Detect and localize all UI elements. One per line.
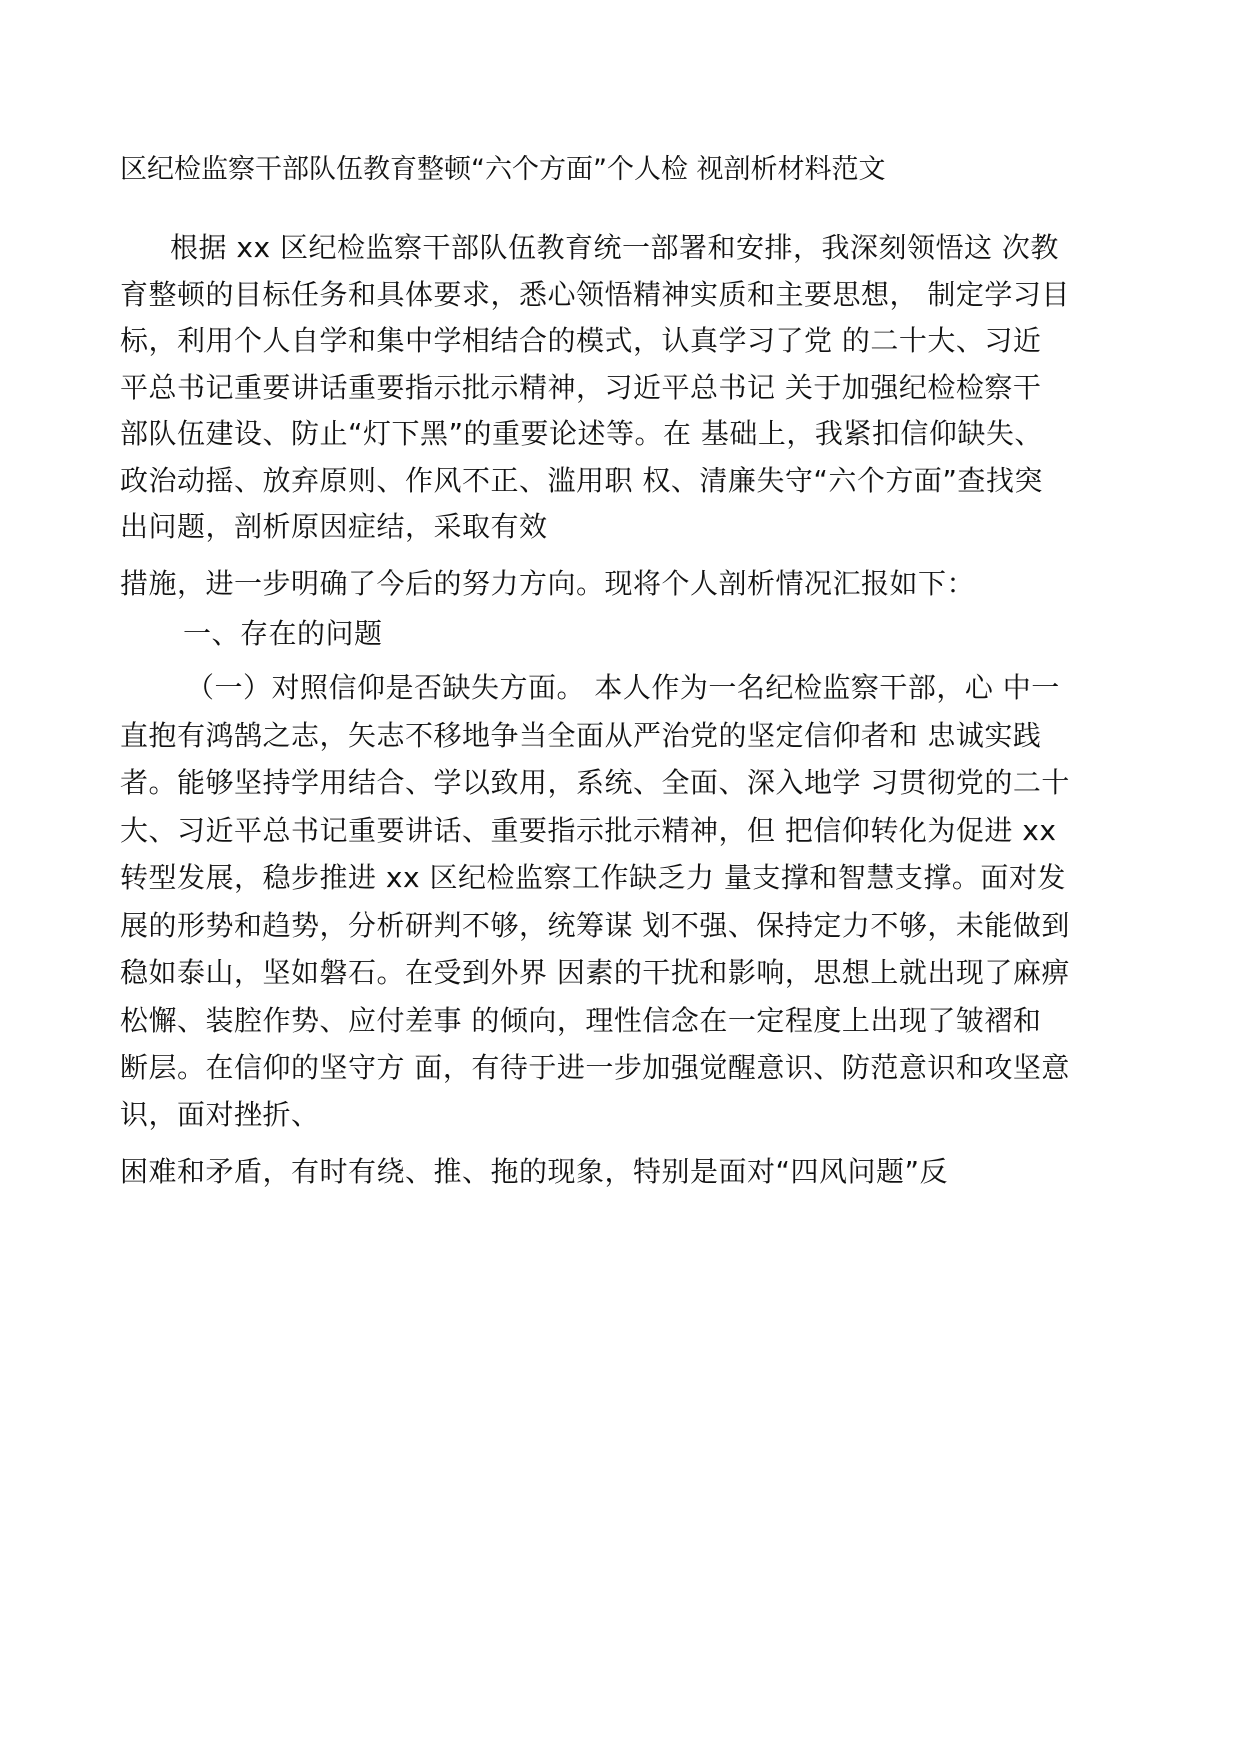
body-line: 转型发展，稳步推进 xx 区纪检监察工作缺乏力 量支撑和智慧支撑。面对发	[120, 861, 1066, 894]
body-line: 断层。在信仰的坚守方 面，有待于进一步加强觉醒意识、防范意识和攻坚意	[120, 1051, 1070, 1084]
body-line: 育整顿的目标任务和具体要求，悉心领悟精神实质和主要思想， 制定学习目	[120, 278, 1070, 311]
body-line: 根据 xx 区纪检监察干部队伍教育统一部署和安排，我深刻领悟这 次教	[170, 231, 1059, 264]
body-line: （一）对照信仰是否缺失方面。 本人作为一名纪检监察干部，心 中一	[186, 671, 1060, 704]
body-line: 措施，进一步明确了今后的努力方向。现将个人剖析情况汇报如下：	[120, 567, 976, 600]
body-line: 政治动摇、放弃原则、作风不正、滥用职 权、清廉失守“六个方面”查找突	[120, 464, 1043, 497]
body-line: 松懈、装腔作势、应付差事 的倾向，理性信念在一定程度上出现了皱褶和	[120, 1004, 1042, 1037]
body-line: 展的形势和趋势，分析研判不够，统筹谋 划不强、保持定力不够，未能做到	[120, 909, 1070, 942]
body-line: 困难和矛盾，有时有绕、推、拖的现象，特别是面对“四风问题”反	[120, 1155, 949, 1188]
body-line: 标，利用个人自学和集中学相结合的模式，认真学习了党 的二十大、习近	[120, 324, 1042, 357]
body-line: 大、习近平总书记重要讲话、重要指示批示精神，但 把信仰转化为促进 xx	[120, 814, 1057, 847]
section-heading: 一、存在的问题	[183, 617, 383, 650]
body-line: 稳如泰山，坚如磐石。在受到外界 因素的干扰和影响，思想上就出现了麻痹	[120, 956, 1070, 989]
document-title: 区纪检监察干部队伍教育整顿“六个方面”个人检 视剖析材料范文	[120, 154, 886, 185]
body-line: 直抱有鸿鹄之志，矢志不移地争当全面从严治党的坚定信仰者和 忠诚实践	[120, 719, 1042, 752]
body-line: 部队伍建设、防止“灯下黑”的重要论述等。在 基础上，我紧扣信仰缺失、	[120, 417, 1043, 450]
body-line: 识，面对挫折、	[120, 1098, 320, 1131]
body-line: 者。能够坚持学用结合、学以致用，系统、全面、深入地学 习贯彻党的二十	[120, 766, 1070, 799]
body-line: 平总书记重要讲话重要指示批示精神，习近平总书记 关于加强纪检检察干	[120, 371, 1042, 404]
body-line: 出问题，剖析原因症结，采取有效	[120, 510, 548, 543]
